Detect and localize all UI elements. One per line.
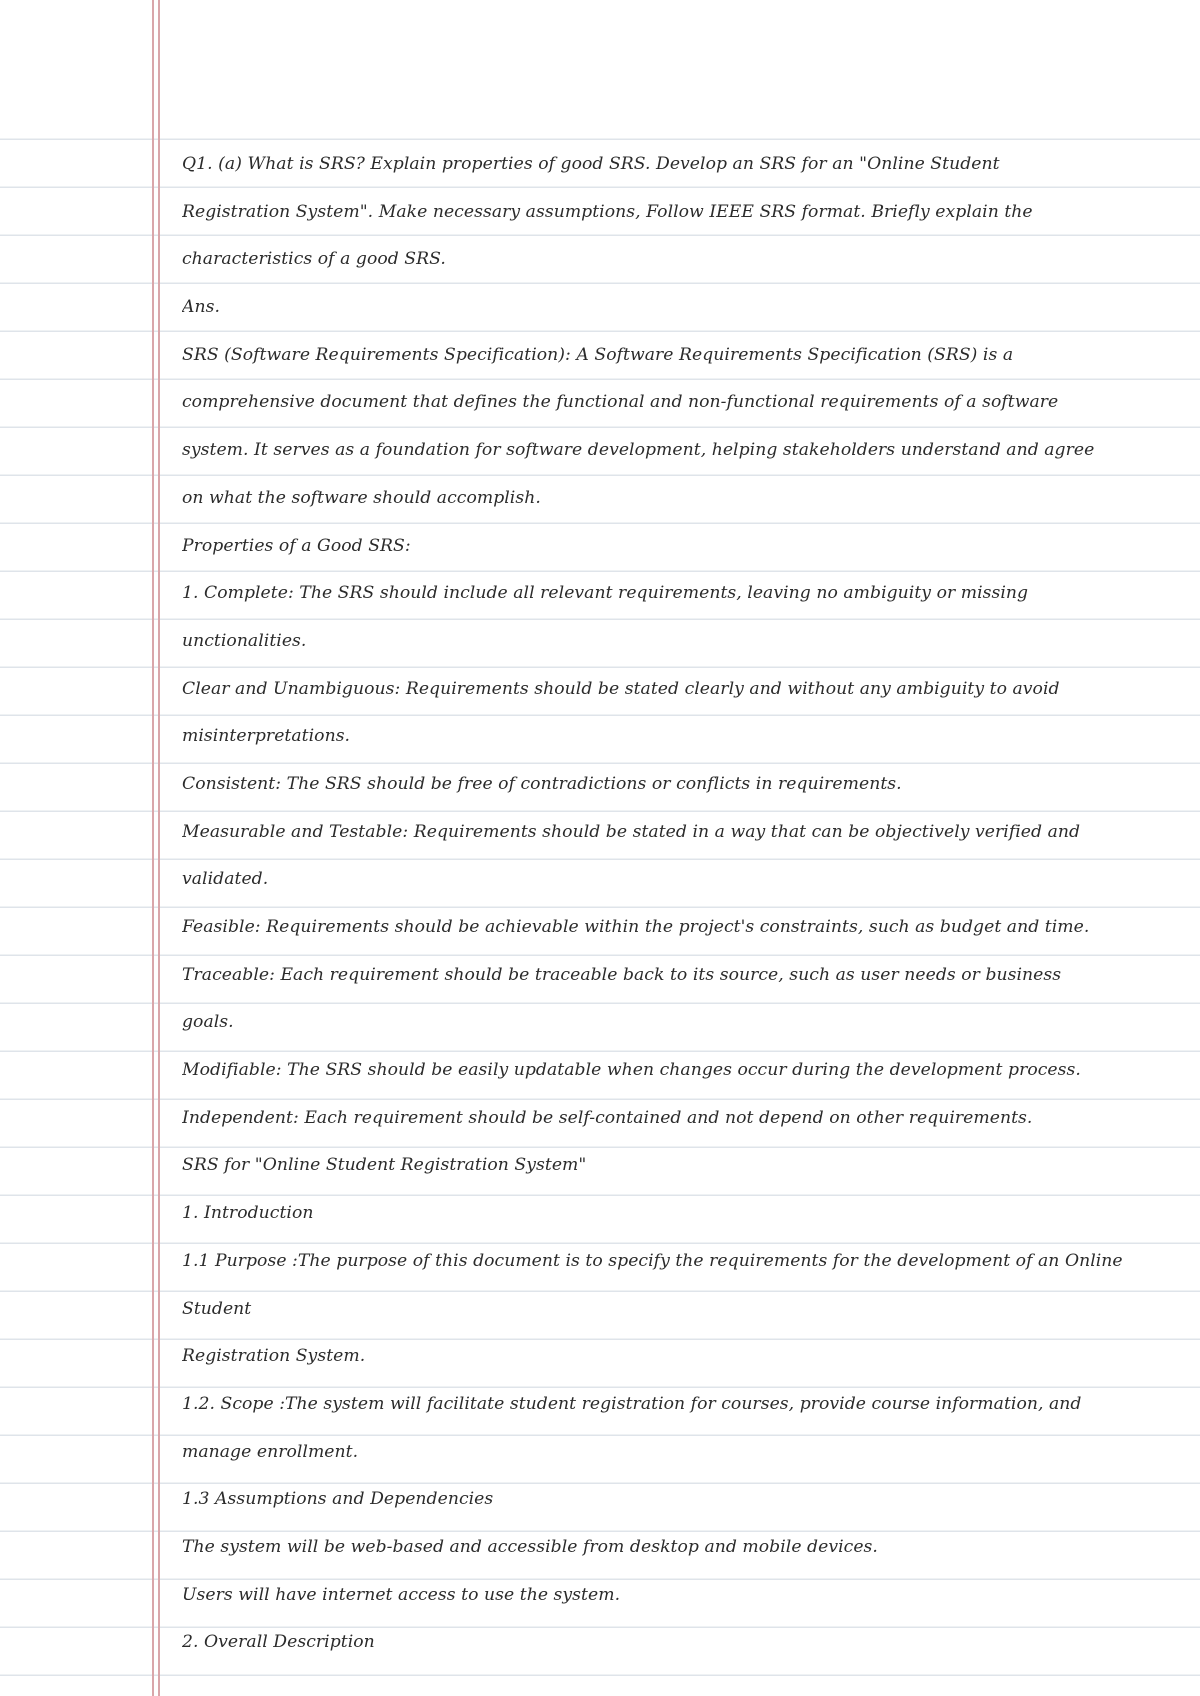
text-line: Measurable and Testable: Requirements should be stated in a way that can be objectively verified and xyxy=(182,821,1081,842)
text-line: Traceable: Each requirement should be traceable back to its source, such as user needs or business xyxy=(182,964,1062,985)
text-line: Users will have internet access to use the system. xyxy=(182,1584,621,1605)
text-line: 1.3 Assumptions and Dependencies xyxy=(182,1489,494,1510)
text-line: validated. xyxy=(182,869,269,890)
text-line: unctionalities. xyxy=(182,630,307,651)
text-line: goals. xyxy=(182,1012,234,1033)
handwritten-text xyxy=(182,141,1182,1667)
margin-line-left xyxy=(152,0,154,1696)
text-line: characteristics of a good SRS. xyxy=(182,249,446,270)
text-line: manage enrollment. xyxy=(182,1441,359,1462)
text-line: 1.1 Purpose :The purpose of this document is to specify the requirements for the development of an Online xyxy=(182,1250,1123,1271)
text-line: 1. Complete: The SRS should include all relevant requirements, leaving no ambiguity or missing xyxy=(182,583,1029,604)
text-line: 2. Overall Description xyxy=(182,1632,375,1653)
text-line: Student xyxy=(182,1298,252,1319)
text-line: Q1. (a) What is SRS? Explain properties of good SRS. Develop an SRS for an "Online Student xyxy=(182,154,1000,174)
text-line: Registration System. xyxy=(182,1346,366,1367)
text-line: 1.2. Scope :The system will facilitate student registration for courses, provide course information, and xyxy=(182,1393,1082,1414)
text-line: Properties of a Good SRS: xyxy=(182,535,411,556)
text-line: system. It serves as a foundation for software development, helping stakeholders understand and agree xyxy=(182,440,1095,461)
text-line: SRS (Software Requirements Specification): A Software Requirements Specification (SRS) is a xyxy=(182,344,1014,365)
text-line: The system will be web-based and accessible from desktop and mobile devices. xyxy=(182,1536,878,1557)
text-line: Clear and Unambiguous: Requirements should be stated clearly and without any ambiguity to avoid xyxy=(182,678,1060,699)
text-line: 1. Introduction xyxy=(182,1203,314,1224)
margin-line-right xyxy=(158,0,160,1696)
text-line: Consistent: The SRS should be free of contradictions or conflicts in requirements. xyxy=(182,773,902,794)
text-line: on what the software should accomplish. xyxy=(182,487,541,508)
text-line: Registration System". Make necessary assumptions, Follow IEEE SRS format. Briefly explain the xyxy=(182,201,1033,222)
text-line: Independent: Each requirement should be self-contained and not depend on other requirements. xyxy=(182,1107,1033,1128)
text-line: misinterpretations. xyxy=(182,726,351,747)
text-line: Ans. xyxy=(182,297,220,318)
text-line: SRS for "Online Student Registration System" xyxy=(182,1155,587,1176)
text-line: comprehensive document that defines the functional and non-functional requirements of a software xyxy=(182,392,1059,413)
text-line: Feasible: Requirements should be achievable within the project's constraints, such as budget and time. xyxy=(182,917,1090,937)
text-line: Modifiable: The SRS should be easily updatable when changes occur during the development process. xyxy=(182,1060,1081,1081)
